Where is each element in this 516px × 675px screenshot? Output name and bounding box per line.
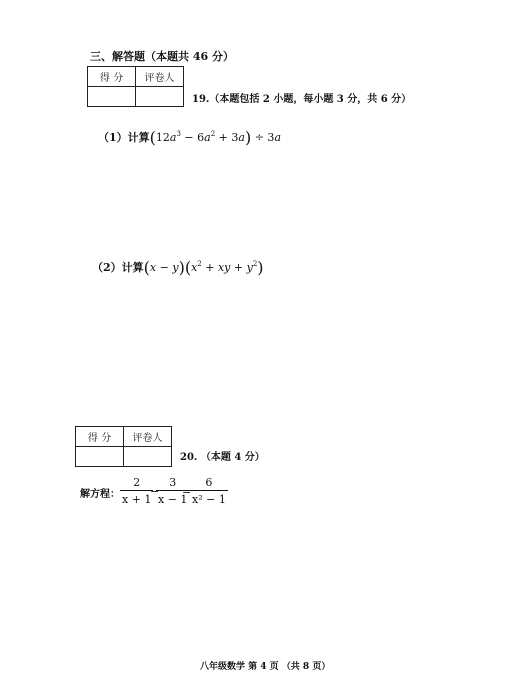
q19-part2 bbox=[92, 256, 264, 275]
fraction-3-numerator: 6 bbox=[205, 476, 213, 489]
fraction-2-numerator: 3 bbox=[169, 476, 177, 489]
fraction-1-denominator: x + 1 bbox=[120, 490, 153, 506]
score-cell bbox=[76, 447, 124, 467]
q19-part2-label: （2）计算 bbox=[92, 261, 144, 274]
fraction-1 bbox=[120, 476, 153, 506]
q19-header: 19.（本题包括 2 小题，每小题 3 分，共 6 分） bbox=[192, 94, 412, 105]
grader-label: 评卷人 bbox=[124, 427, 172, 447]
score-table-q19 bbox=[87, 66, 184, 107]
q20-header: 20. （本题 4 分） bbox=[180, 452, 265, 463]
grader-cell bbox=[124, 447, 172, 467]
q20-prompt: 解方程： bbox=[80, 489, 120, 500]
q19-part2-expression: $(x - y)(x^2$ + xy + $y^2$) bbox=[143, 258, 264, 277]
fraction-2-denominator: x − 1 bbox=[156, 490, 189, 506]
minus-sign: − bbox=[150, 485, 160, 498]
q19-part1 bbox=[98, 126, 281, 145]
q19-part1-expression: $(12a^3 - 6a^2 + 3a) \div 3a$ bbox=[149, 128, 281, 147]
score-label: 得 分 bbox=[88, 67, 136, 87]
fraction-3 bbox=[190, 476, 228, 506]
q19-part1-label: （1）计算 bbox=[98, 131, 150, 144]
score-table-q20 bbox=[75, 426, 172, 467]
fraction-1-numerator: 2 bbox=[133, 476, 141, 489]
grader-cell bbox=[136, 87, 184, 107]
score-cell bbox=[88, 87, 136, 107]
fraction-3-denominator: x² − 1 bbox=[190, 490, 228, 506]
section-title: 三、解答题（本题共 46 分） bbox=[90, 50, 234, 63]
score-label: 得 分 bbox=[76, 427, 124, 447]
page-footer: 八年级数学 第 4 页 （共 8 页） bbox=[200, 662, 331, 672]
equals-sign: = bbox=[182, 485, 192, 498]
grader-label: 评卷人 bbox=[136, 67, 184, 87]
